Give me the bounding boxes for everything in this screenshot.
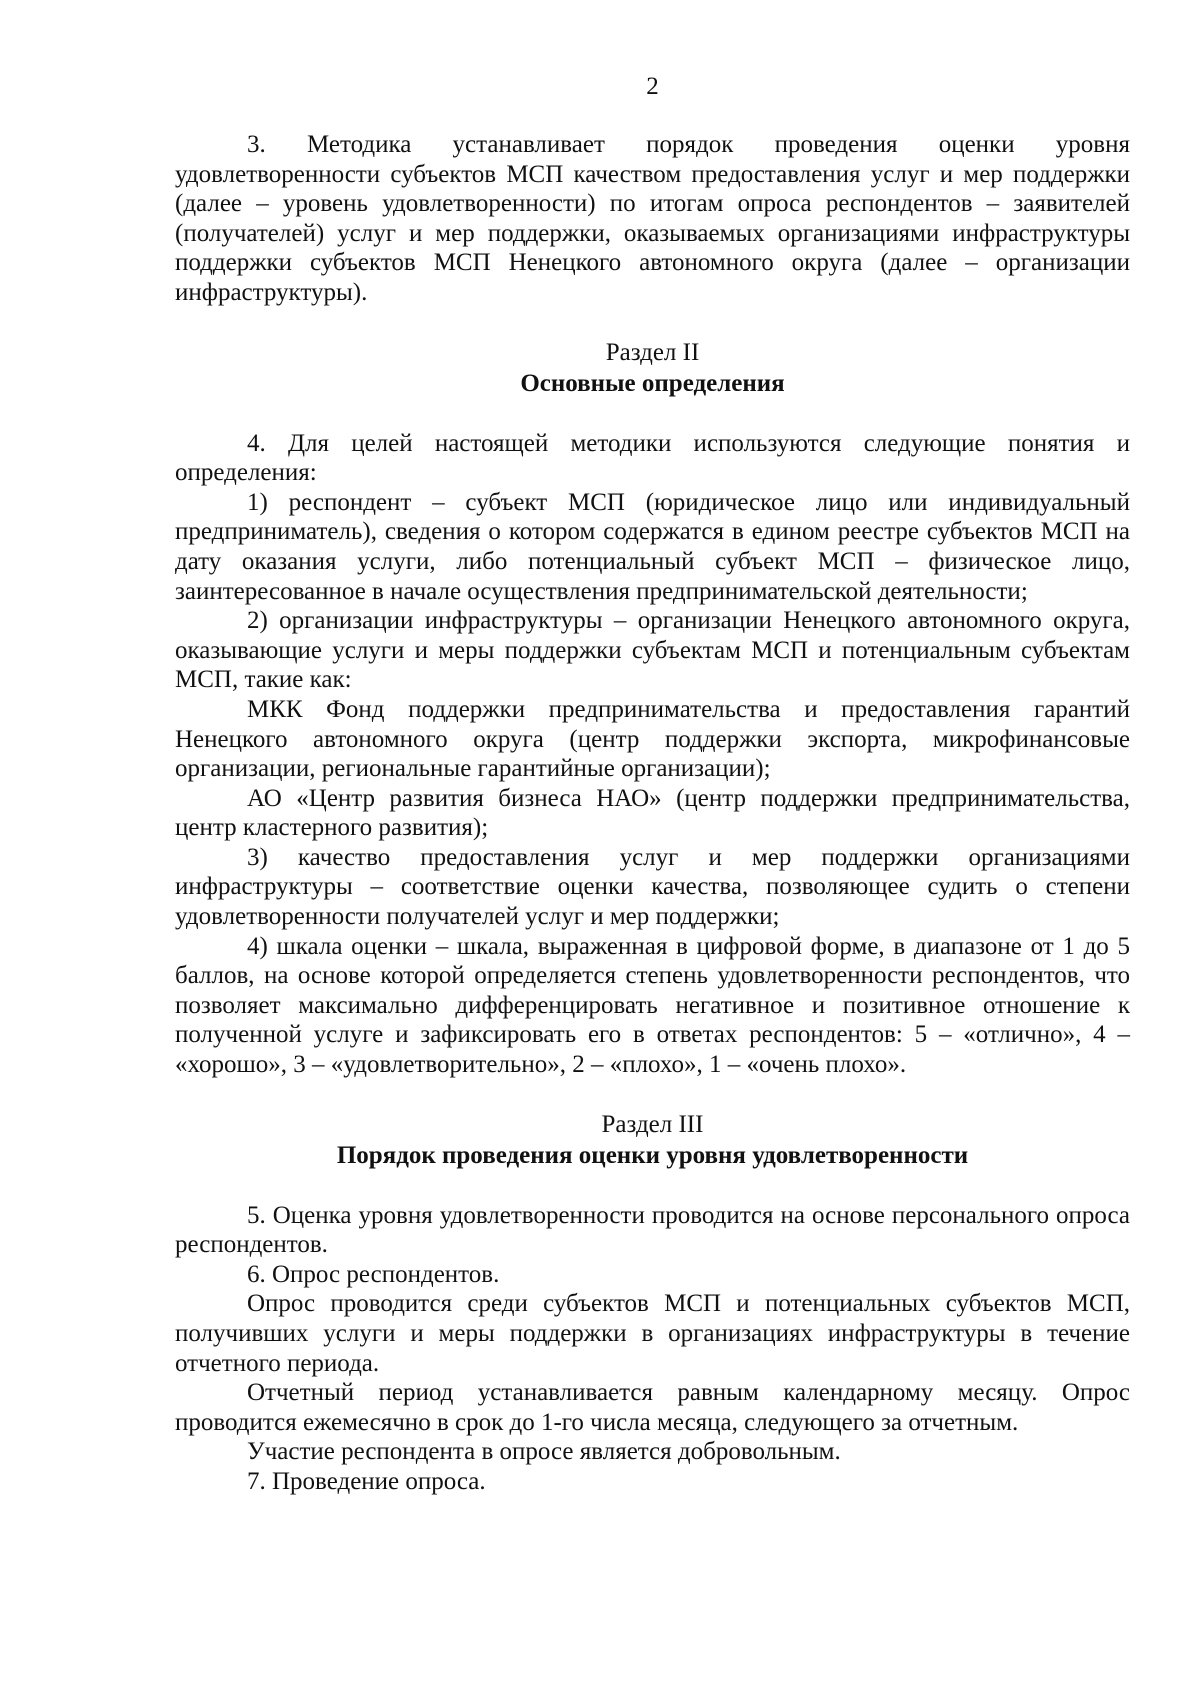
section-3-title: Порядок проведения оценки уровня удовлетворенности [336,1141,969,1169]
paragraph-item-4: 4. Для целей настоящей методики используются следующие понятия и определения: [175,429,1130,487]
paragraph-item-3: 3. Методика устанавливает порядок проведения оценки уровня удовлетворенности субъектов МСП качеством предоставления услуг и мер поддержки (далее – уровень удовлетворенности) по итогам опроса респондентов – заявителей (получателей) услуг и мер поддержки, оказываемых организациями инфраструктуры поддержки субъектов МСП Ненецкого автономного округа (далее – организации инфраструктуры). [175,131,1130,306]
definition-respondent: 1) респондент – субъект МСП (юридическое лицо или индивидуальный предприниматель), сведения о котором содержатся в едином реестре субъектов МСП на дату оказания услуги, либо потенциальный субъект МСП – физическое лицо, заинтересованное в начале осуществления предпринимательской деятельности; [175,488,1130,605]
survey-participants: Опрос проводится среди субъектов МСП и потенциальных субъектов МСП, получивших услуги и меры поддержки в организациях инфраструктуры в течение отчетного периода. [175,1290,1130,1377]
paragraph-item-5: 5. Оценка уровня удовлетворенности проводится на основе персонального опроса респондентов. [175,1201,1130,1259]
section-2-title: Основные определения [520,369,785,397]
definition-rating-scale: 4) шкала оценки – шкала, выраженная в цифровой форме, в диапазоне от 1 до 5 баллов, на основе которой определяется степень удовлетворенности респондентов, что позволяет максимально дифференцировать негативное и позитивное отношение к полученной услуге и зафиксировать его в ответах респондентов: 5 – «отлично», 4 – «хорошо», 3 – «удовлетворительно», 2 – «плохо», 1 – «очень плохо». [175,932,1130,1079]
page-number: 2 [646,73,659,100]
definition-infrastructure: 2) организации инфраструктуры – организации Ненецкого автономного округа, оказывающие услуги и меры поддержки субъектам МСП и потенциальным субъектам МСП, такие как: [175,607,1130,694]
document-page [175,72,1130,1497]
voluntary-participation: Участие респондента в опросе является добровольным. [247,1438,841,1466]
organization-business-center: АО «Центр развития бизнеса НАО» (центр поддержки предпринимательства, центр кластерного развития); [175,784,1130,842]
section-2-label: Раздел II [605,338,700,366]
section-3-heading [175,1109,1130,1171]
section-3-label: Раздел III [601,1110,704,1138]
paragraph-item-6: 6. Опрос респондентов. [247,1260,500,1288]
section-2-heading [175,337,1130,399]
definition-quality: 3) качество предоставления услуг и мер поддержки организациями инфраструктуры – соответствие оценки качества, позволяющее судить о степени удовлетворенности получателей услуг и мер поддержки; [175,843,1130,931]
reporting-period: Отчетный период устанавливается равным календарному месяцу. Опрос проводится ежемесячно в срок до 1-го числа месяца, следующего за отчетным. [175,1379,1130,1436]
organization-mkk-fund: МКК Фонд поддержки предпринимательства и предоставления гарантий Ненецкого автономного округа (центр поддержки экспорта, микрофинансовые организации, региональные гарантийные организации); [175,695,1130,783]
paragraph-item-7: 7. Проведение опроса. [247,1467,486,1495]
